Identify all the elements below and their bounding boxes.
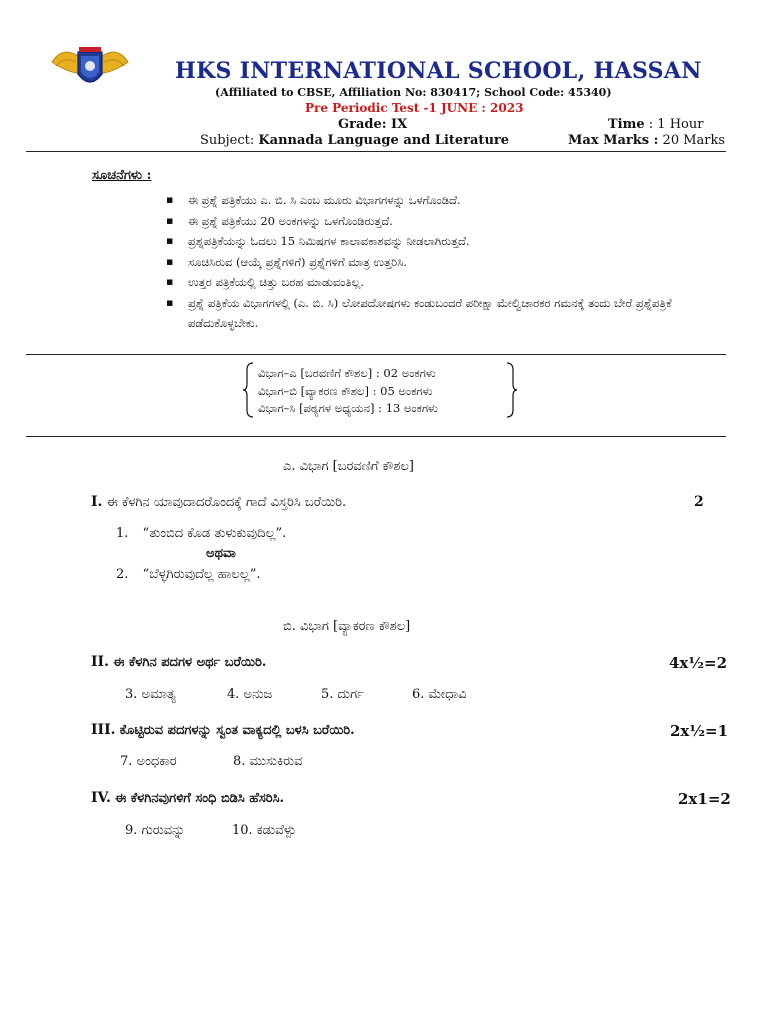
grade: Grade: IX xyxy=(338,117,408,132)
or-label: ಅಥವಾ xyxy=(206,546,236,561)
question-3 xyxy=(91,722,355,738)
max-marks-label: Max Marks : xyxy=(568,133,659,148)
q2-item: 6. ಮೇಧಾವಿ xyxy=(412,687,467,702)
question-4-marks: 2x1=2 xyxy=(678,790,731,808)
question-text: ಈ ಕೆಳಗಿನವುಗಳಿಗೆ ಸಂಧಿ ಬಿಡಿಸಿ ಹೆಸರಿಸಿ. xyxy=(114,791,285,806)
subject xyxy=(200,133,509,148)
test-name: Pre Periodic Test -1 JUNE : 2023 xyxy=(305,101,524,115)
question-number: I. xyxy=(91,494,103,510)
question-text: ಈ ಕೆಳಗಿನ ಪದಗಳ ಅರ್ಥ ಬರೆಯಿರಿ. xyxy=(113,655,267,670)
q2-item: 3. ಅಮಾತ್ಯ xyxy=(125,687,176,702)
question-1 xyxy=(91,494,346,510)
question-number: II. xyxy=(91,654,109,670)
question-4 xyxy=(91,790,284,806)
subject-label: Subject: xyxy=(200,133,255,148)
square-bullet-icon: ▪ xyxy=(166,254,174,268)
option-1 xyxy=(116,526,286,541)
option-number: 1. xyxy=(116,526,129,541)
question-3-marks: 2x½=1 xyxy=(670,722,729,740)
subject-value: Kannada Language and Literature xyxy=(258,133,510,148)
section-marks-summary xyxy=(258,365,438,418)
option-number: 2. xyxy=(116,567,129,582)
left-brace-icon xyxy=(242,362,254,418)
time-label: Time xyxy=(608,117,645,132)
instruction-item: ▪ ಸೂಚಿಸಿರುವ (ಆಯ್ಕೆ ಪ್ರಶ್ನೆಗಳಿಗೆ) ಪ್ರಶ್ನೆಗಳಿಗೆ ಮಾತ್ರ ಉತ್ತರಿಸಿ. xyxy=(166,252,726,273)
header-divider xyxy=(26,151,726,152)
q2-item: 4. ಅನುಜ xyxy=(227,687,273,702)
question-2-marks: 4x½=2 xyxy=(669,654,728,672)
question-text: ಕೊಟ್ಟಿರುವ ಪದಗಳನ್ನು ಸ್ವಂತ ವಾಕ್ಯದಲ್ಲಿ ಬಳಸಿ ಬರೆಯಿರಿ. xyxy=(119,723,355,738)
question-number: IV. xyxy=(91,790,111,806)
q4-item: 10. ಕಡುವೆಳ್ಪು xyxy=(232,823,297,838)
summary-line-b: ವಿಭಾಗ–ಬಿ [ವ್ಯಾಕರಣ ಕೌಶಲ] : 05 ಅಂಕಗಳು xyxy=(258,383,433,398)
school-logo-icon xyxy=(48,44,132,94)
instruction-item: ▪ ಈ ಪ್ರಶ್ನೆ ಪತ್ರಿಕೆಯು 20 ಅಂಕಗಳನ್ನು ಒಳಗೊಂಡಿರುತ್ತದೆ. xyxy=(166,211,726,232)
section-b-heading: ಬಿ. ವಿಭಾಗ [ವ್ಯಾಕರಣ ಕೌಶಲ] xyxy=(283,619,411,634)
q2-item: 5. ದುರ್ಗ xyxy=(321,687,364,702)
right-brace-icon xyxy=(506,362,518,418)
square-bullet-icon: ▪ xyxy=(166,213,174,227)
instructions-list xyxy=(166,190,726,334)
square-bullet-icon: ▪ xyxy=(166,295,174,309)
option-2 xyxy=(116,567,261,582)
question-text: ಈ ಕೆಳಗಿನ ಯಾವುದಾದರೊಂದಕ್ಕೆ ಗಾದೆ ವಿಸ್ತರಿಸಿ ಬರೆಯಿರಿ. xyxy=(106,495,347,510)
q3-item: 8. ಮುಸುಕಿರುವ xyxy=(233,754,303,769)
q4-item: 9. ಗುರುವನ್ನು xyxy=(125,823,186,838)
option-text: “ತುಂಬಿದ ಕೊಡ ತುಳುಕುವುದಿಲ್ಲ”. xyxy=(142,526,287,541)
square-bullet-icon: ▪ xyxy=(166,234,174,247)
school-name: HKS INTERNATIONAL SCHOOL, HASSAN xyxy=(175,58,702,84)
q3-item: 7. ಅಂಧಕಾರ xyxy=(120,754,177,769)
summary-line-a: ವಿಭಾಗ–ಎ [ಬರವಣಿಗೆ ಕೌಶಲ] : 02 ಅಂಕಗಳು xyxy=(258,366,436,380)
instruction-item: ▪ ಪ್ರಶ್ನಪತ್ರಿಕೆಯನ್ನು ಓದಲು 15 ನಿಮಿಷಗಳ ಕಾಲಾವಕಾಶವನ್ನು ನೀಡಲಾಗಿರುತ್ತದೆ. xyxy=(166,231,726,252)
instruction-item: ▪ ಈ ಪ್ರಶ್ನೆ ಪತ್ರಿಕೆಯು ಎ. ಬಿ. ಸಿ ಎಂಬ ಮೂರು ವಿಭಾಗಗಳನ್ನು ಒಳಗೊಂಡಿದೆ. xyxy=(166,190,726,211)
question-1-marks: 2 xyxy=(694,494,704,510)
section-a-heading: ಎ. ವಿಭಾಗ [ಬರವಣಿಗೆ ಕೌಶಲ] xyxy=(283,459,414,474)
instructions-title: ಸೂಚನೆಗಳು : xyxy=(92,168,152,183)
question-2 xyxy=(91,654,266,670)
square-bullet-icon: ▪ xyxy=(166,193,174,206)
instruction-item: ▪ ಉತ್ತರ ಪತ್ರಿಕೆಯಲ್ಲಿ ಚಿತ್ತು ಬರಹ ಮಾಡುವಂತಿಲ್ಲ. xyxy=(166,272,726,293)
square-bullet-icon: ▪ xyxy=(166,275,174,288)
affiliation-line: (Affiliated to CBSE, Affiliation No: 830417; School Code: 45340) xyxy=(215,86,612,99)
instructions-divider xyxy=(26,354,726,355)
instruction-item: ▪ ಪ್ರಶ್ನೆ ಪತ್ರಿಕೆಯ ವಿಭಾಗಗಳಲ್ಲಿ (ಎ. ಬಿ. ಸಿ) ಲೋಪದೋಷಗಳು ಕಂಡುಬಂದರೆ ಪರೀಕ್ಷಾ ಮೇಲ್ವಿಚಾರಕರ ಗಮನಕ್ಕೆ ತಂದು ಬೇರೆ ಪ್ರಶ್ನೆಪತ್ರಿಕೆ ಪಡೆದುಕೊಳ್ಳಬೇಕು. xyxy=(166,293,726,334)
time-allowed xyxy=(608,117,703,132)
summary-divider xyxy=(26,436,726,437)
max-marks-value: 20 Marks xyxy=(662,133,726,148)
option-text: “ಬೆಳ್ಳಗಿರುವುದೆಲ್ಲ ಹಾಲಲ್ಲ”. xyxy=(142,567,261,582)
max-marks xyxy=(568,133,725,148)
summary-line-c: ವಿಭಾಗ–ಸಿ [ಪಠ್ಯಗಳ ಅಧ್ಯಯನ] : 13 ಅಂಕಗಳು xyxy=(258,401,438,415)
time-value: : 1 Hour xyxy=(648,117,704,132)
question-number: III. xyxy=(91,722,116,738)
